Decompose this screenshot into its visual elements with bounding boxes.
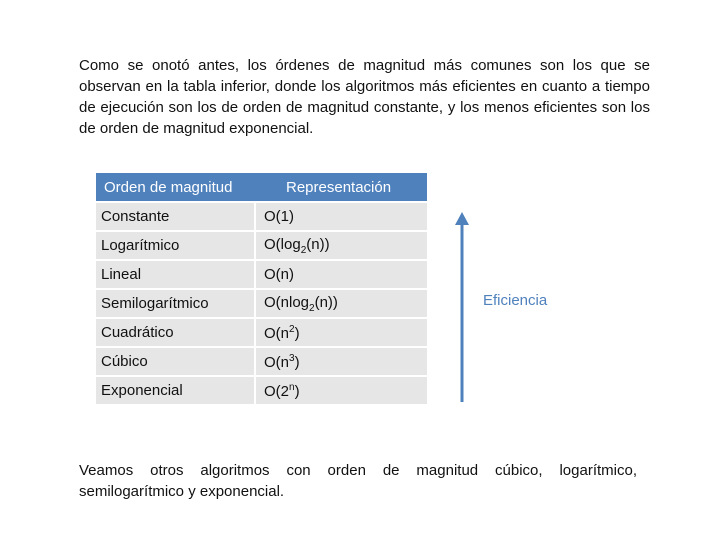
notation-subscript: 2: [309, 302, 315, 314]
notation-base: O(nlog: [264, 293, 310, 311]
notation-superscript: 3: [289, 352, 295, 364]
table-row: [96, 290, 427, 319]
notation-tail: ): [294, 382, 300, 400]
notation-base: O(n: [264, 353, 290, 371]
magnitude-name-cell: Exponencial: [96, 377, 256, 406]
table-row: [96, 319, 427, 348]
notation-base: O(log: [264, 235, 301, 253]
notation-base: O(1): [264, 208, 294, 225]
magnitude-name-cell: Semilogarítmico: [96, 290, 256, 319]
outro-paragraph: Veamos otros algoritmos con orden de magnitud cúbico, logarítmico, semilogarítmico y exponencial.: [79, 462, 637, 500]
notation-base: O(n: [264, 324, 290, 342]
magnitude-name-cell: Cúbico: [96, 348, 256, 377]
notation-cell: [256, 232, 427, 261]
notation-cell: [256, 261, 427, 290]
notation-cell: [256, 348, 427, 377]
notation-cell: [256, 377, 427, 406]
table-header-row: [96, 173, 427, 203]
table-row: [96, 203, 427, 232]
notation-tail: ): [294, 353, 300, 371]
magnitude-name-cell: Logarítmico: [96, 232, 256, 261]
notation-superscript: 2: [289, 323, 295, 335]
notation-subscript: 2: [300, 244, 307, 256]
notation-tail: (n)): [306, 235, 330, 253]
table-row: [96, 377, 427, 406]
magnitude-table: [96, 173, 427, 406]
column-header-representation: Representación: [256, 173, 427, 203]
table-row: [96, 348, 427, 377]
efficiency-label: Eficiencia: [483, 292, 548, 309]
intro-paragraph: Como se onotó antes, los órdenes de magnitud más comunes son los que se observan en la tabla inferior, donde los algoritmos más eficientes en cuanto a tiempo de ejecución son los de orden de magnitud constante, y los menos eficientes son los de orden de magnitud exponencial.: [79, 57, 650, 137]
notation-tail: (n)): [314, 293, 338, 311]
notation-base: O(2: [264, 382, 290, 400]
notation-superscript: n: [289, 381, 295, 393]
up-arrow-icon: [452, 212, 472, 402]
magnitude-name-cell: Lineal: [96, 261, 256, 290]
notation-cell: [256, 319, 427, 348]
notation-cell: [256, 290, 427, 319]
notation-tail: ): [294, 324, 300, 342]
table-row: [96, 261, 427, 290]
magnitude-name-cell: Constante: [96, 203, 256, 232]
notation-base: O(n): [264, 266, 294, 283]
magnitude-name-cell: Cuadrático: [96, 319, 256, 348]
arrow-head: [455, 212, 469, 225]
notation-cell: [256, 203, 427, 232]
table-row: [96, 232, 427, 261]
column-header-order: Orden de magnitud: [96, 173, 256, 203]
